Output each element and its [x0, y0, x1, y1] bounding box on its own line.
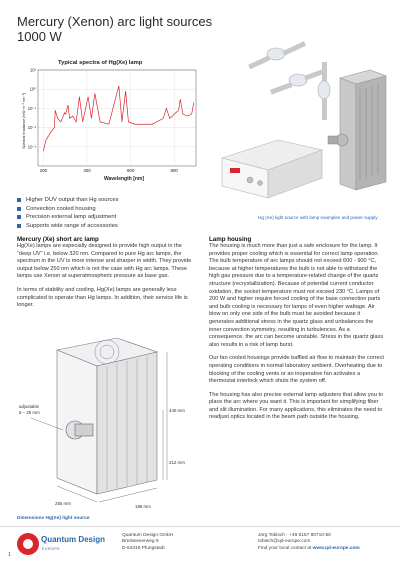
x-tick-label: 800 [170, 168, 178, 173]
chart-caption: Typical spectra of Hg(Xe) lamp [58, 60, 143, 66]
section-heading: Mercury (Xe) short arc lamp [17, 236, 99, 243]
y-tick-label: 10⁻² [27, 125, 36, 131]
y-tick-label: 10¹ [29, 67, 36, 73]
spectrum-series-line [43, 86, 193, 151]
dimension-range-label: 6 – 25 mm [19, 410, 40, 415]
chart-frame [38, 70, 196, 166]
company-name: Quantum Design GmbH [122, 533, 174, 538]
page-number: 1 [8, 552, 11, 558]
y-tick-label: 10⁻¹ [27, 105, 36, 111]
local-contact [258, 546, 360, 552]
contact-email[interactable]: tobisch@qd-europe.com [258, 539, 311, 545]
x-tick-label: 200 [39, 168, 48, 173]
logo-name: Quantum Design [41, 535, 106, 544]
right-column [209, 236, 385, 422]
dimensions-caption: Dimensions Hg(Xe) light source [17, 516, 90, 521]
contact-info [258, 533, 360, 552]
logo-icon [17, 533, 39, 555]
y-tick-label: 10⁰ [29, 86, 36, 92]
company-city: D-64319 Pfungstadt [122, 545, 165, 551]
body-paragraph: The housing is much more than just a safe enclosure for the lamp. It provides proper cooling which is essential for correct lamp operation. The bulb temperature of arc lamps should not exceed 600 - 900 °C, because at higher temperatures the bulb is not able to withstand the high gas pressure due to a temperature-related change of the quartz structure (recrystallization). Because of potential current conductor oxidation, the socket temperature must not exceed 230 °C. Lamps of 200 W and higher require forced cooling of the base connection parts and bulb cooling is necessary for lamps of even higher wattage. Air blow on only one side of the bulb must be avoided because it generates additional stress in the quartz glass and unbalances the inner convection symmetry, resulting in turbulences. As a consequence, the arc can become unstable. Stress in the quartz glass also results in a risk of lamp burst. [209, 243, 384, 348]
chart-x-axis-label: Wavelength [nm] [103, 176, 145, 182]
photo-caption: Hg (Xe) light source with lamp examples and power supply [258, 215, 378, 220]
dimension-height-label: 440 mm [169, 408, 185, 413]
footer-divider [0, 526, 400, 527]
company-logo [17, 533, 106, 561]
x-tick-label: 600 [126, 168, 135, 173]
product-photo [218, 40, 390, 212]
dimensions-drawing [17, 330, 197, 514]
body-paragraph: In terms of stability and cooling, Hg(Xe) lamps are generally less complicated to operate than Hg lamps. In addition, their service life is longer. [17, 286, 188, 309]
title-line-2: 1000 W [17, 29, 62, 44]
body-paragraph: The housing has also precise external lamp adjusters that allow you to place the arc where you want it. This is important for simplifying fiber and slit illumination. For many applications, this eliminates the need to readjust optics located in the beam path outside the housing. [209, 391, 384, 421]
dimension-adjustable-label: adjustable [19, 404, 40, 409]
left-column [17, 236, 197, 310]
local-contact-prefix: Find your local contact at [258, 545, 312, 551]
logo-sub: EUROPE [42, 547, 61, 551]
spectrum-chart [16, 66, 200, 184]
power-supply-icon [222, 140, 322, 198]
chart-axes [38, 70, 196, 166]
contact-name: Jörg Tobisch · +49 6157 80710-50 [258, 533, 331, 538]
body-paragraph: Hg(Xe) lamps are especially designed to provide high output in the “deep UV” i.e. below 320 nm. Compared to pure Hg arc lamps, the spectrum in the UV is more intense and sharper in width. They provide output below 250 nm which is not the case with Hg arc lamps. These lamps use Xenon at superatmospheric pressure as base gas. [17, 243, 192, 280]
page-title [17, 14, 212, 44]
company-address [122, 533, 173, 552]
feature-list [17, 196, 118, 230]
feature-item: Precision external lamp adjustment [17, 213, 118, 222]
dimension-height2-label: 212 mm [169, 460, 185, 465]
website-link[interactable]: www.qd-europe.com [312, 545, 360, 551]
feature-item: Supports wide range of accessories [17, 222, 118, 231]
x-tick-label: 400 [83, 168, 91, 173]
lamp-bulb-icon [248, 41, 306, 69]
dimension-depth-label: 255 mm [55, 501, 71, 506]
company-street: Breitwieserweg 9 [122, 539, 159, 545]
body-paragraph: Our fan cooled housings provide baffled air flow to maintain the correct operating conditions in normal laboratory ambient. Overheating due to blocking of the cooling vents or an inoperative fan activates a thermostat interlock which shuts the system off. [209, 355, 384, 385]
chart-grid [38, 70, 196, 166]
chart-y-axis-label: Spectral Irradiance [mW m⁻² nm⁻¹] [22, 93, 26, 149]
title-line-1: Mercury (Xenon) arc light sources [17, 14, 213, 29]
section-heading: Lamp housing [209, 236, 252, 243]
dimension-width-label: 188 mm [135, 504, 151, 509]
feature-item: Convection cooled housing [17, 205, 118, 214]
chart-series [43, 86, 193, 151]
feature-item: Higher DUV output than Hg sources [17, 196, 118, 205]
chart-ticks [28, 68, 179, 174]
lamp-housing-icon [328, 70, 386, 190]
y-tick-label: 10⁻³ [27, 144, 36, 150]
